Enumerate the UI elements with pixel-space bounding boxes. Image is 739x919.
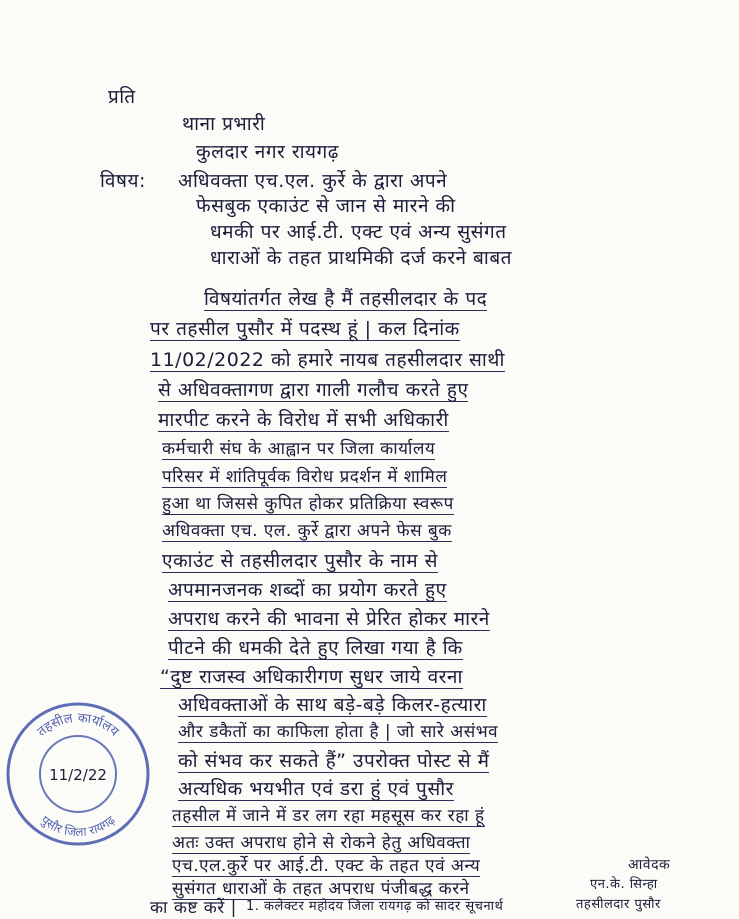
body-line-2: पर तहसील पुसौर में पदस्थ हूं | कल दिनांक — [150, 318, 460, 340]
body-line-12: अपराध करने की भावना से प्रेरित होकर मारने — [168, 608, 490, 630]
stamp-bottom-text: पुसौर जिला रायगढ़ — [38, 812, 118, 840]
body-line-7: परिसर में शांतिपूर्वक विरोध प्रदर्शन में शामिल — [162, 467, 448, 487]
body-line-10: एकाउंट से तहसीलदार पुसौर के नाम से — [162, 550, 439, 572]
body-line-20: अतः उक्त अपराध होने से रोकने हेतु अधिवक्ता — [172, 833, 471, 853]
recipient-line-1: थाना प्रभारी — [182, 113, 266, 135]
stamp-top-text: तहसील कार्यालय — [34, 710, 122, 740]
body-line-9: अधिवक्ता एच. एल. कुर्रे द्वारा अपने फेस बुक — [162, 521, 452, 541]
office-stamp — [4, 700, 152, 848]
salutation: प्रति — [108, 86, 136, 108]
stamp-date: 11/2/22 — [49, 766, 107, 784]
body-line-16: और डकैतों का काफिला होता है | जो सारे असंभव — [178, 722, 499, 742]
body-line-14: “दुष्ट राजस्व अधिकारीगण सुधर जाये वरना — [160, 666, 463, 688]
body-line-1: विषयांतर्गत लेख है मैं तहसीलदार के पद — [204, 288, 488, 310]
body-line-11: अपमानजनक शब्दों का प्रयोग करते हुए — [168, 579, 447, 601]
recipient-line-2: कुलदार नगर रायगढ़ — [196, 141, 339, 163]
subject-line-2: फेसबुक एकाउंट से जान से मारने की — [196, 195, 456, 217]
body-line-8: हुआ था जिससे कुपित होकर प्रतिक्रिया स्वरूप — [162, 494, 454, 514]
body-line-21: एच.एल.कुर्रे पर आई.टी. एक्ट के तहत एवं अन्य — [172, 856, 481, 876]
body-line-6: कर्मचारी संघ के आह्वान पर जिला कार्यालय — [162, 439, 436, 459]
body-line-17: को संभव कर सकते हैं” उपरोक्त पोस्ट से मैं — [178, 750, 490, 772]
copy-to-line-1: 1. कलेक्टर महोदय जिला रायगढ़ को सादर सूचनार्थ — [246, 899, 504, 914]
signature-label: आवेदक — [628, 857, 671, 873]
subject-line-1: अधिवक्ता एच.एल. कुर्रे के द्वारा अपने — [178, 170, 448, 192]
body-line-13: पीटने की धमकी देते हुए लिखा गया है कि — [168, 637, 463, 659]
signature-name: एन.के. सिन्हा — [590, 877, 658, 892]
subject-line-4: धाराओं के तहत प्राथमिकी दर्ज करने बाबत — [210, 247, 513, 269]
body-line-3: 11/02/2022 को हमारे नायब तहसीलदार साथी — [150, 349, 505, 371]
body-line-4: से अधिवक्तागण द्वारा गाली गलौच करते हुए — [158, 379, 469, 401]
subject-label: विषय: — [100, 170, 146, 192]
subject-line-3: धमकी पर आई.टी. एक्ट एवं अन्य सुसंगत — [210, 221, 507, 243]
body-line-15: अधिवक्ताओं के साथ बड़े-बड़े किलर-हत्यारा — [178, 694, 487, 716]
body-line-22: सुसंगत धाराओं के तहत अपराध पंजीबद्ध करने — [172, 879, 470, 899]
signature-designation: तहसीलदार पुसौर — [576, 897, 661, 912]
body-line-23: का कष्ट करें | — [150, 898, 237, 918]
body-line-19: तहसील में जाने में डर लग रहा महसूस कर रहा हूं — [172, 806, 485, 826]
body-line-5: मारपीट करने के विरोध में सभी अधिकारी — [158, 409, 449, 431]
body-line-18: अत्यधिक भयभीत एवं डरा हुं एवं पुसौर — [178, 778, 454, 800]
